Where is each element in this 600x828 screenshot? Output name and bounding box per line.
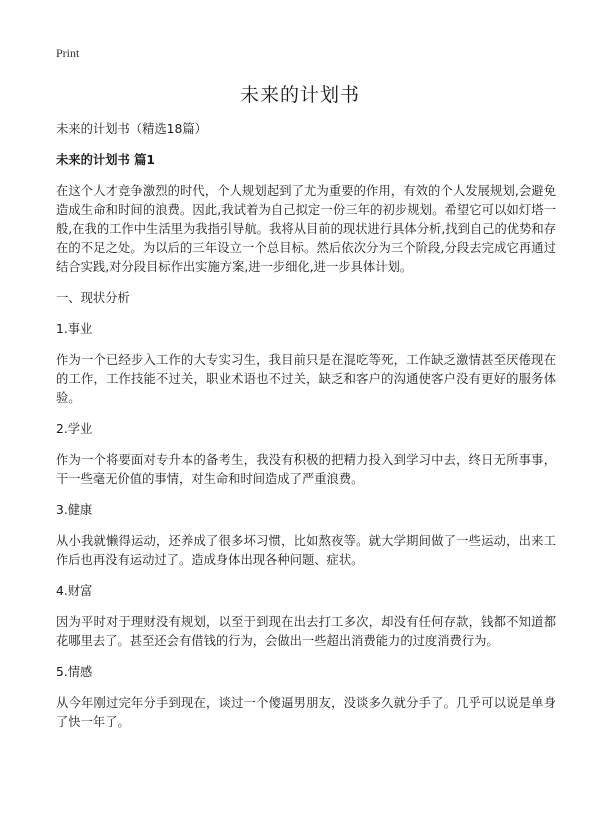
item-text-career: 作为一个已经步入工作的大专实习生，我目前只是在混吃等死，工作缺乏激情甚至厌倦现在的工作，工作技能不过关，职业术语也不过关，缺乏和客户的沟通使客户没有更好的服务体验。	[56, 353, 556, 405]
document-body	[56, 120, 556, 744]
item-text-study: 作为一个将要面对专升本的备考生，我没有积极的把精力投入到学习中去，终日无所事事，干一些毫无价值的事情，对生命和时间造成了严重浪费。	[56, 453, 556, 486]
item-heading-emotion: 5.情感	[56, 665, 93, 679]
item-heading-wealth: 4.财富	[56, 584, 93, 598]
document-subtitle: 未来的计划书（精选18篇）	[56, 122, 207, 136]
item-text-emotion: 从今年刚过完年分手到现在，谈过一个傻逼男朋友，没谈多久就分手了。几乎可以说是单身了快一年了。	[56, 696, 556, 729]
item-heading-health: 3.健康	[56, 503, 93, 517]
item-text-wealth: 因为平时对于理财没有规划，以至于到现在出去打工多次，却没有任何存款，钱都不知道都花哪里去了。甚至还会有借钱的行为，会做出一些超出消费能力的过度消费行为。	[56, 615, 556, 648]
print-label: Print	[56, 46, 80, 60]
section-heading: 一、现状分析	[56, 291, 130, 305]
item-heading-career: 1.事业	[56, 322, 93, 336]
item-text-health: 从小我就懒得运动，还养成了很多坏习惯，比如熬夜等。就大学期间做了一些运动，出来工作后也再没有运动过了。造成身体出现各种问题、症状。	[56, 534, 556, 567]
document-title: 未来的计划书	[239, 84, 360, 106]
item-heading-study: 2.学业	[56, 422, 93, 436]
intro-paragraph: 在这个人才竞争激烈的时代，个人规划起到了尤为重要的作用，有效的个人发展规划,会避免造成生命和时间的浪费。因此,我试着为自己拟定一份三年的初步规划。希望它可以如灯塔一般,在我的工作中生活里为我指引导航。我将从目前的现状进行具体分析,找到自己的优势和存在的不足之处。为以后的三年设立一个总目标。然后依次分为三个阶段,分段去完成它再通过结合实践,对分段目标作出实施方案,进一步细化,进一步具体计划。	[56, 184, 556, 274]
chapter-title: 未来的计划书 篇1	[56, 153, 155, 167]
